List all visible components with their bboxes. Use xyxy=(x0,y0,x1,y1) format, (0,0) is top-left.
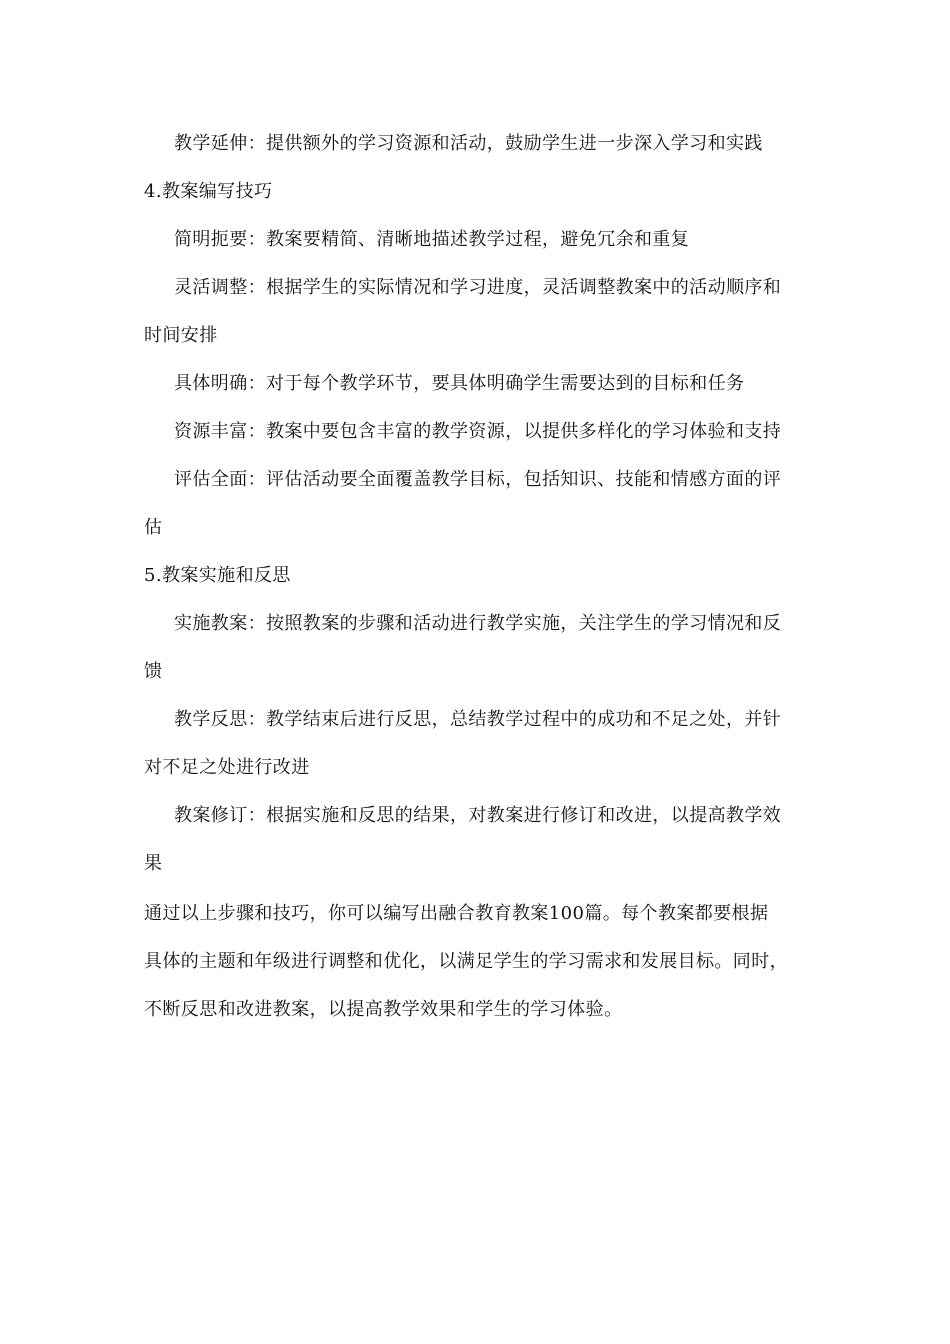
paragraph-concise: 简明扼要：教案要精简、清晰地描述教学过程，避免冗余和重复 xyxy=(174,229,690,250)
paragraph-reflection-line2: 对不足之处进行改进 xyxy=(144,757,310,778)
paragraph-resources: 资源丰富：教案中要包含丰富的教学资源，以提供多样化的学习体验和支持 xyxy=(174,421,782,442)
summary-line2: 具体的主题和年级进行调整和优化，以满足学生的学习需求和发展目标。同时， xyxy=(144,951,788,972)
paragraph-revision-line1: 教案修订：根据实施和反思的结果，对教案进行修订和改进，以提高教学效 xyxy=(174,805,782,826)
summary-line3: 不断反思和改进教案，以提高教学效果和学生的学习体验。 xyxy=(144,999,623,1020)
paragraph-assessment-line2: 估 xyxy=(144,517,163,538)
summary-line1: 通过以上步骤和技巧，你可以编写出融合教育教案100篇。每个教案都要根据 xyxy=(144,903,769,924)
paragraph-flexible-line2: 时间安排 xyxy=(144,325,218,346)
section-4-heading: 4.教案编写技巧 xyxy=(144,181,273,202)
paragraph-assessment-line1: 评估全面：评估活动要全面覆盖教学目标，包括知识、技能和情感方面的评 xyxy=(174,469,782,490)
section-5-heading: 5.教案实施和反思 xyxy=(144,565,291,586)
summary-paragraph xyxy=(144,890,814,1034)
paragraph-reflection-line1: 教学反思：教学结束后进行反思，总结教学过程中的成功和不足之处，并针 xyxy=(174,709,782,730)
paragraph-implementation-line2: 馈 xyxy=(144,661,163,682)
paragraph-teaching-extension: 教学延伸：提供额外的学习资源和活动，鼓励学生进一步深入学习和实践 xyxy=(174,133,763,154)
paragraph-flexible-line1: 灵活调整：根据学生的实际情况和学习进度，灵活调整教案中的活动顺序和 xyxy=(174,277,782,298)
paragraph-revision-line2: 果 xyxy=(144,853,163,874)
document-content xyxy=(144,120,814,1034)
paragraph-specific: 具体明确：对于每个教学环节，要具体明确学生需要达到的目标和任务 xyxy=(174,373,745,394)
paragraph-implementation-line1: 实施教案：按照教案的步骤和活动进行教学实施，关注学生的学习情况和反 xyxy=(174,613,782,634)
